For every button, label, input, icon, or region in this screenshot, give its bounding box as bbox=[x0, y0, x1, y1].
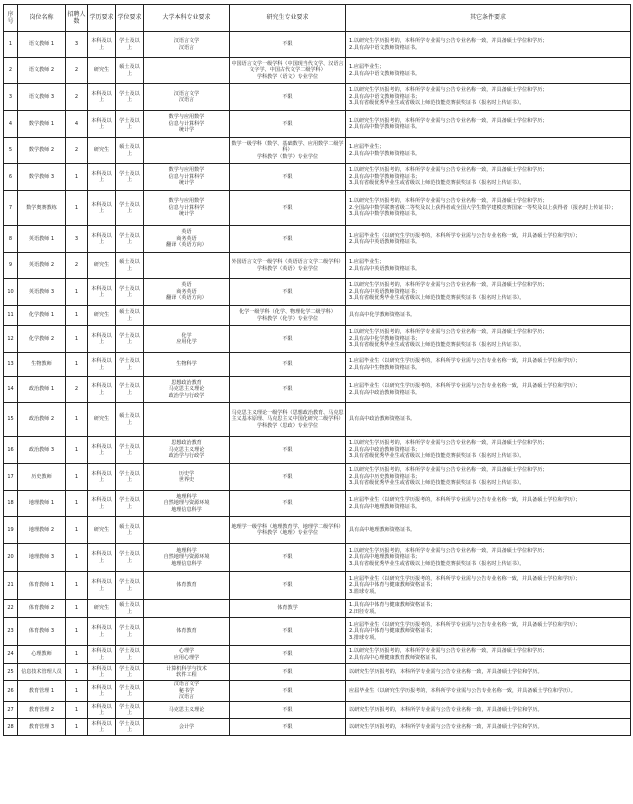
row-undergrad bbox=[144, 58, 230, 84]
header-undergrad: 大学本科专业要求 bbox=[144, 5, 230, 32]
row-other: 应届毕业生（以研究生学历报考的，本科所学专业需与公告专业名称一致，并具备硕士学位和学历）。 bbox=[346, 681, 631, 702]
row-other: 1.以研究生学历报考的，本科所学专业需与公告专业名称一致，并具备硕士学位和学历； 2.具有高中语文教师资格证书； 3.具有省级优秀毕业生或省级以上师范技能竞赛获奖证书（报名时上传证书）。 bbox=[346, 84, 631, 111]
row-postgrad: 不限 bbox=[230, 681, 346, 702]
row-seq: 9 bbox=[4, 253, 18, 279]
row-degree: 学士及以上 bbox=[116, 572, 144, 600]
row-post: 语文教师 3 bbox=[18, 84, 66, 111]
row-degree: 学士及以上 bbox=[116, 664, 144, 681]
row-num: 1 bbox=[66, 191, 88, 226]
row-seq: 27 bbox=[4, 702, 18, 719]
row-degree: 学士及以上 bbox=[116, 191, 144, 226]
row-seq: 14 bbox=[4, 377, 18, 403]
header-seq: 序号 bbox=[4, 5, 18, 32]
row-degree: 学士及以上 bbox=[116, 464, 144, 491]
table-row bbox=[4, 702, 631, 719]
row-degree: 学士及以上 bbox=[116, 618, 144, 646]
row-post: 体育教师 3 bbox=[18, 618, 66, 646]
row-seq: 6 bbox=[4, 164, 18, 191]
row-post: 政治教师 3 bbox=[18, 437, 66, 464]
row-other: 1.应届毕业生（以研究生学历报考的，本科所学专业需与公告专业名称一致，并具备硕士学位和学历）； 2.具有高中地理教师资格证书。 bbox=[346, 491, 631, 517]
row-postgrad: 地理学一级学科（地理教育学、地理学二级学科） 学科教学（地理）专业学位 bbox=[230, 517, 346, 544]
row-postgrad: 不限 bbox=[230, 491, 346, 517]
row-post: 语文教师 1 bbox=[18, 32, 66, 58]
row-degree: 硕士及以上 bbox=[116, 138, 144, 164]
row-degree: 学士及以上 bbox=[116, 377, 144, 403]
row-num: 1 bbox=[66, 719, 88, 736]
row-num: 1 bbox=[66, 618, 88, 646]
row-other: 1.应届毕业生（以研究生学历报考的，本科所学专业需与公告专业名称一致，并具备硕士学位和学历）； 2.具有高中体育与健康教师资格证书； 3.排球专项。 bbox=[346, 618, 631, 646]
row-seq: 3 bbox=[4, 84, 18, 111]
row-edu: 本科及以上 bbox=[88, 191, 116, 226]
row-degree: 学士及以上 bbox=[116, 719, 144, 736]
row-other: 具有高中政治教师资格证书。 bbox=[346, 403, 631, 437]
table-row bbox=[4, 279, 631, 306]
row-degree: 学士及以上 bbox=[116, 84, 144, 111]
row-other: 1.以研究生学历报考的，本科所学专业需与公告专业名称一致，并具备硕士学位和学历； 2.具有高中语文教师资格证书。 bbox=[346, 32, 631, 58]
table-row bbox=[4, 377, 631, 403]
row-edu: 研究生 bbox=[88, 58, 116, 84]
row-post: 信息技术管理人员 bbox=[18, 664, 66, 681]
row-num: 2 bbox=[66, 138, 88, 164]
row-num: 2 bbox=[66, 84, 88, 111]
row-undergrad bbox=[144, 306, 230, 326]
row-edu: 研究生 bbox=[88, 138, 116, 164]
row-seq: 7 bbox=[4, 191, 18, 226]
row-other: 1.应届毕业生； 2.具有高中英语教师资格证书。 bbox=[346, 253, 631, 279]
row-edu: 本科及以上 bbox=[88, 664, 116, 681]
row-degree: 硕士及以上 bbox=[116, 517, 144, 544]
row-postgrad: 不限 bbox=[230, 84, 346, 111]
row-seq: 23 bbox=[4, 618, 18, 646]
table-row bbox=[4, 618, 631, 646]
row-other: 具有高中地理教师资格证书。 bbox=[346, 517, 631, 544]
row-degree: 硕士及以上 bbox=[116, 58, 144, 84]
row-degree: 学士及以上 bbox=[116, 702, 144, 719]
row-edu: 本科及以上 bbox=[88, 544, 116, 572]
row-num: 1 bbox=[66, 353, 88, 377]
row-post: 生物教师 bbox=[18, 353, 66, 377]
table-row bbox=[4, 253, 631, 279]
row-degree: 学士及以上 bbox=[116, 491, 144, 517]
row-post: 心理教师 bbox=[18, 646, 66, 664]
header-post: 岗位名称 bbox=[18, 5, 66, 32]
row-seq: 11 bbox=[4, 306, 18, 326]
table-row bbox=[4, 138, 631, 164]
row-other: 以研究生学历报考的，本科所学专业需与公告专业名称一致，并具备硕士学位和学历。 bbox=[346, 664, 631, 681]
row-seq: 2 bbox=[4, 58, 18, 84]
row-edu: 研究生 bbox=[88, 517, 116, 544]
row-undergrad: 思想政治教育 马克思主义理论 政治学与行政学 bbox=[144, 377, 230, 403]
row-post: 化学教师 2 bbox=[18, 326, 66, 353]
table-row bbox=[4, 111, 631, 138]
row-undergrad: 数学与应用数学 信息与计算科学 统计学 bbox=[144, 164, 230, 191]
row-undergrad: 英语 商务英语 翻译（英语方向） bbox=[144, 279, 230, 306]
row-undergrad: 汉语言文学 汉语言 bbox=[144, 84, 230, 111]
row-other: 1.以研究生学历报考的，本科所学专业需与公告专业名称一致，并具备硕士学位和学历； 2.具有高中政治教师资格证书； 3.具有省级优秀毕业生或省级以上师范技能竞赛获奖证书（报名时上传证书）。 bbox=[346, 437, 631, 464]
row-num: 3 bbox=[66, 226, 88, 253]
row-degree: 学士及以上 bbox=[116, 681, 144, 702]
row-other: 1.应届毕业生； 2.具有高中数学教师资格证书。 bbox=[346, 138, 631, 164]
row-postgrad: 不限 bbox=[230, 437, 346, 464]
row-degree: 学士及以上 bbox=[116, 544, 144, 572]
row-num: 3 bbox=[66, 32, 88, 58]
row-num: 1 bbox=[66, 572, 88, 600]
header-num: 招聘人数 bbox=[66, 5, 88, 32]
table-row bbox=[4, 226, 631, 253]
row-num: 2 bbox=[66, 58, 88, 84]
row-postgrad: 不限 bbox=[230, 572, 346, 600]
row-post: 语文教师 2 bbox=[18, 58, 66, 84]
row-degree: 学士及以上 bbox=[116, 326, 144, 353]
row-postgrad: 外国语言文学一级学科（英语语言文学二级学科） 学科教学（英语）专业学位 bbox=[230, 253, 346, 279]
row-num: 1 bbox=[66, 437, 88, 464]
header-degree: 学位要求 bbox=[116, 5, 144, 32]
row-undergrad: 体育教育 bbox=[144, 618, 230, 646]
row-degree: 学士及以上 bbox=[116, 353, 144, 377]
row-edu: 本科及以上 bbox=[88, 702, 116, 719]
row-edu: 本科及以上 bbox=[88, 326, 116, 353]
row-undergrad: 化学 应用化学 bbox=[144, 326, 230, 353]
row-postgrad: 不限 bbox=[230, 353, 346, 377]
row-postgrad: 不限 bbox=[230, 646, 346, 664]
row-postgrad: 不限 bbox=[230, 702, 346, 719]
row-edu: 本科及以上 bbox=[88, 618, 116, 646]
table-row bbox=[4, 491, 631, 517]
table-body bbox=[4, 32, 631, 736]
row-other: 1.应届毕业生（以研究生学历报考的，本科所学专业需与公告专业名称一致，并具备硕士学位和学历）； 2.具有高中政治教师资格证书。 bbox=[346, 377, 631, 403]
row-post: 数学奥赛教练 bbox=[18, 191, 66, 226]
row-num: 1 bbox=[66, 326, 88, 353]
row-post: 体育教师 2 bbox=[18, 600, 66, 618]
row-undergrad: 地理科学 自然地理与资源环境 地理信息科学 bbox=[144, 491, 230, 517]
row-postgrad: 不限 bbox=[230, 719, 346, 736]
row-postgrad: 不限 bbox=[230, 191, 346, 226]
row-undergrad bbox=[144, 403, 230, 437]
row-undergrad: 数学与应用数学 信息与计算科学 统计学 bbox=[144, 191, 230, 226]
row-seq: 25 bbox=[4, 664, 18, 681]
table-row bbox=[4, 58, 631, 84]
row-other: 1.以研究生学历报考的，本科所学专业需与公告专业名称一致，并具备硕士学位和学历； 2.具有高中心理健康教育教师资格证书。 bbox=[346, 646, 631, 664]
row-postgrad: 不限 bbox=[230, 279, 346, 306]
row-seq: 8 bbox=[4, 226, 18, 253]
table-row bbox=[4, 664, 631, 681]
row-seq: 28 bbox=[4, 719, 18, 736]
row-num: 1 bbox=[66, 646, 88, 664]
row-num: 1 bbox=[66, 681, 88, 702]
row-other: 1.以研究生学历报考的，本科所学专业需与公告专业名称一致，并具备硕士学位和学历； 2.具有高中数学教师资格证书。 bbox=[346, 111, 631, 138]
table-row bbox=[4, 517, 631, 544]
row-edu: 本科及以上 bbox=[88, 377, 116, 403]
table-row bbox=[4, 326, 631, 353]
row-seq: 15 bbox=[4, 403, 18, 437]
row-undergrad: 汉语言文学 秘书学 汉语言 bbox=[144, 681, 230, 702]
row-post: 数学教师 2 bbox=[18, 138, 66, 164]
row-post: 历史教师 bbox=[18, 464, 66, 491]
header-postgrad: 研究生专业要求 bbox=[230, 5, 346, 32]
row-post: 地理教师 2 bbox=[18, 517, 66, 544]
row-other: 1.以研究生学历报考的，本科所学专业需与公告专业名称一致，并具备硕士学位和学历； 2.具有高中英语教师资格证书； 3.具有省级优秀毕业生或省级以上师范技能竞赛获奖证书（报名时上传证书）。 bbox=[346, 279, 631, 306]
row-degree: 学士及以上 bbox=[116, 646, 144, 664]
row-edu: 本科及以上 bbox=[88, 279, 116, 306]
row-degree: 硕士及以上 bbox=[116, 306, 144, 326]
row-num: 1 bbox=[66, 491, 88, 517]
table-row bbox=[4, 164, 631, 191]
row-undergrad: 生物科学 bbox=[144, 353, 230, 377]
row-undergrad: 数学与应用数学 信息与计算科学 统计学 bbox=[144, 111, 230, 138]
table-row bbox=[4, 544, 631, 572]
row-edu: 本科及以上 bbox=[88, 681, 116, 702]
row-postgrad: 数学一级学科（数学、基础数学、应用数学二级学科） 学科教学（数学）专业学位 bbox=[230, 138, 346, 164]
row-undergrad: 计算机科学与技术 软件工程 bbox=[144, 664, 230, 681]
row-other: 以研究生学历报考的，本科所学专业需与公告专业名称一致，并具备硕士学位和学历。 bbox=[346, 719, 631, 736]
table-row bbox=[4, 600, 631, 618]
row-degree: 学士及以上 bbox=[116, 279, 144, 306]
row-edu: 本科及以上 bbox=[88, 646, 116, 664]
row-undergrad: 地理科学 自然地理与资源环境 地理信息科学 bbox=[144, 544, 230, 572]
table-row bbox=[4, 191, 631, 226]
row-other: 1.以研究生学历报考的，本科所学专业需与公告专业名称一致，并具备硕士学位和学历； 2.具有高中化学教师资格证书； 3.具有省级优秀毕业生或省级以上师范技能竞赛获奖证书（报名时上传证书）。 bbox=[346, 326, 631, 353]
table-row bbox=[4, 464, 631, 491]
row-seq: 5 bbox=[4, 138, 18, 164]
header-other: 其它条件要求 bbox=[346, 5, 631, 32]
row-num: 1 bbox=[66, 279, 88, 306]
row-seq: 12 bbox=[4, 326, 18, 353]
row-edu: 本科及以上 bbox=[88, 164, 116, 191]
row-post: 教育管理 2 bbox=[18, 702, 66, 719]
row-post: 数学教师 1 bbox=[18, 111, 66, 138]
row-undergrad bbox=[144, 138, 230, 164]
header-edu: 学历要求 bbox=[88, 5, 116, 32]
row-other: 1.应届毕业生； 2.具有高中语文教师资格证书。 bbox=[346, 58, 631, 84]
row-other: 1.应届毕业生（以研究生学历报考的，本科所学专业需与公告专业名称一致，并具备硕士学位和学历）； 2.具有高中英语教师资格证书。 bbox=[346, 226, 631, 253]
row-edu: 本科及以上 bbox=[88, 464, 116, 491]
row-other: 1.应届毕业生（以研究生学历报考的，本科所学专业需与公告专业名称一致，并具备硕士学位和学历）； 2.具有高中生物教师资格证书。 bbox=[346, 353, 631, 377]
row-other: 1.应届毕业生（以研究生学历报考的，本科所学专业需与公告专业名称一致，并具备硕士学位和学历）； 2.具有高中体育与健康教师资格证书； 3.篮球专项。 bbox=[346, 572, 631, 600]
row-num: 1 bbox=[66, 600, 88, 618]
row-edu: 本科及以上 bbox=[88, 32, 116, 58]
row-seq: 19 bbox=[4, 517, 18, 544]
row-edu: 本科及以上 bbox=[88, 353, 116, 377]
row-edu: 本科及以上 bbox=[88, 719, 116, 736]
row-other: 1.以研究生学历报考的，本科所学专业需与公告专业名称一致，并具备硕士学位和学历； 2.具有高中数学教师资格证书； 3.具有省级优秀毕业生或省级以上师范技能竞赛获奖证书（报名时上传证书）。 bbox=[346, 164, 631, 191]
row-post: 政治教师 1 bbox=[18, 377, 66, 403]
table-row bbox=[4, 84, 631, 111]
row-edu: 本科及以上 bbox=[88, 226, 116, 253]
row-num: 4 bbox=[66, 111, 88, 138]
table-row bbox=[4, 681, 631, 702]
row-postgrad: 不限 bbox=[230, 326, 346, 353]
table-row bbox=[4, 719, 631, 736]
row-postgrad: 马克思主义理论一级学科（思想政治教育、马克思主义基本原理、马克思主义中国化研究二级学科） 学科教学（思政）专业学位 bbox=[230, 403, 346, 437]
row-undergrad: 英语 商务英语 翻译（英语方向） bbox=[144, 226, 230, 253]
row-postgrad: 不限 bbox=[230, 32, 346, 58]
row-degree: 学士及以上 bbox=[116, 164, 144, 191]
row-seq: 24 bbox=[4, 646, 18, 664]
row-seq: 20 bbox=[4, 544, 18, 572]
row-other: 1.以研究生学历报考的，本科所学专业需与公告专业名称一致，并具备硕士学位和学历； 2.全国高中数学联赛省级二等奖及以上获得者或全国大学生数学建模竞赛国家一等奖及以上获得者（报名时上传证书）； 3.具有高中数学教师资格证书。 bbox=[346, 191, 631, 226]
row-num: 1 bbox=[66, 664, 88, 681]
row-postgrad: 不限 bbox=[230, 618, 346, 646]
row-undergrad: 心理学 应用心理学 bbox=[144, 646, 230, 664]
row-post: 化学教师 1 bbox=[18, 306, 66, 326]
row-edu: 研究生 bbox=[88, 403, 116, 437]
table-row bbox=[4, 32, 631, 58]
row-undergrad bbox=[144, 517, 230, 544]
row-post: 教育管理 3 bbox=[18, 719, 66, 736]
row-postgrad: 不限 bbox=[230, 164, 346, 191]
row-seq: 10 bbox=[4, 279, 18, 306]
row-seq: 26 bbox=[4, 681, 18, 702]
row-degree: 学士及以上 bbox=[116, 226, 144, 253]
row-degree: 硕士及以上 bbox=[116, 253, 144, 279]
row-edu: 研究生 bbox=[88, 600, 116, 618]
row-postgrad: 不限 bbox=[230, 377, 346, 403]
row-other: 1.以研究生学历报考的，本科所学专业需与公告专业名称一致，并具备硕士学位和学历； 2.具有高中历史教师资格证书； 3.具有省级优秀毕业生或省级以上师范技能竞赛获奖证书（报名时上传证书）。 bbox=[346, 464, 631, 491]
row-seq: 21 bbox=[4, 572, 18, 600]
table-row bbox=[4, 646, 631, 664]
row-edu: 本科及以上 bbox=[88, 84, 116, 111]
row-num: 1 bbox=[66, 403, 88, 437]
row-edu: 研究生 bbox=[88, 306, 116, 326]
row-degree: 学士及以上 bbox=[116, 437, 144, 464]
row-post: 英语教师 3 bbox=[18, 279, 66, 306]
row-undergrad: 会计学 bbox=[144, 719, 230, 736]
row-num: 1 bbox=[66, 464, 88, 491]
row-postgrad: 不限 bbox=[230, 544, 346, 572]
row-post: 数学教师 3 bbox=[18, 164, 66, 191]
row-post: 政治教师 2 bbox=[18, 403, 66, 437]
header-row bbox=[4, 5, 631, 32]
row-post: 体育教师 1 bbox=[18, 572, 66, 600]
table-row bbox=[4, 403, 631, 437]
row-num: 1 bbox=[66, 164, 88, 191]
row-postgrad: 化学一级学科（化学、物理化学二级学科） 学科教学（化学）专业学位 bbox=[230, 306, 346, 326]
row-post: 英语教师 2 bbox=[18, 253, 66, 279]
row-edu: 本科及以上 bbox=[88, 572, 116, 600]
row-num: 2 bbox=[66, 377, 88, 403]
row-undergrad: 马克思主义理论 bbox=[144, 702, 230, 719]
row-degree: 学士及以上 bbox=[116, 32, 144, 58]
row-undergrad bbox=[144, 253, 230, 279]
row-post: 地理教师 3 bbox=[18, 544, 66, 572]
row-post: 英语教师 1 bbox=[18, 226, 66, 253]
row-edu: 本科及以上 bbox=[88, 437, 116, 464]
row-undergrad: 历史学 世界史 bbox=[144, 464, 230, 491]
row-seq: 16 bbox=[4, 437, 18, 464]
row-undergrad: 体育教育 bbox=[144, 572, 230, 600]
table-row bbox=[4, 572, 631, 600]
row-seq: 1 bbox=[4, 32, 18, 58]
table-row bbox=[4, 437, 631, 464]
row-degree: 硕士及以上 bbox=[116, 600, 144, 618]
row-seq: 4 bbox=[4, 111, 18, 138]
row-undergrad: 思想政治教育 马克思主义理论 政治学与行政学 bbox=[144, 437, 230, 464]
row-other: 具有高中化学教师资格证书。 bbox=[346, 306, 631, 326]
recruitment-table bbox=[3, 4, 631, 736]
row-other: 以研究生学历报考的，本科所学专业需与公告专业名称一致，并具备硕士学位和学历。 bbox=[346, 702, 631, 719]
row-other: 1.具有高中体育与健康教师资格证书； 2.田径专项。 bbox=[346, 600, 631, 618]
row-undergrad: 汉语言文学 汉语言 bbox=[144, 32, 230, 58]
row-post: 教育管理 1 bbox=[18, 681, 66, 702]
row-num: 2 bbox=[66, 253, 88, 279]
row-other: 1.以研究生学历报考的，本科所学专业需与公告专业名称一致，并具备硕士学位和学历； 2.具有高中地理教师资格证书； 3.具有省级优秀毕业生或省级以上师范技能竞赛获奖证书（报名时上传证书）。 bbox=[346, 544, 631, 572]
row-postgrad: 不限 bbox=[230, 226, 346, 253]
table-row bbox=[4, 306, 631, 326]
row-degree: 学士及以上 bbox=[116, 111, 144, 138]
row-post: 地理教师 1 bbox=[18, 491, 66, 517]
row-postgrad: 不限 bbox=[230, 464, 346, 491]
row-num: 1 bbox=[66, 544, 88, 572]
row-postgrad: 不限 bbox=[230, 111, 346, 138]
row-edu: 本科及以上 bbox=[88, 491, 116, 517]
row-postgrad: 体育教学 bbox=[230, 600, 346, 618]
row-num: 1 bbox=[66, 306, 88, 326]
row-seq: 22 bbox=[4, 600, 18, 618]
row-degree: 硕士及以上 bbox=[116, 403, 144, 437]
row-seq: 13 bbox=[4, 353, 18, 377]
row-num: 1 bbox=[66, 517, 88, 544]
table-row bbox=[4, 353, 631, 377]
row-seq: 17 bbox=[4, 464, 18, 491]
row-undergrad bbox=[144, 600, 230, 618]
row-seq: 18 bbox=[4, 491, 18, 517]
row-postgrad: 不限 bbox=[230, 664, 346, 681]
row-num: 1 bbox=[66, 702, 88, 719]
row-edu: 本科及以上 bbox=[88, 111, 116, 138]
row-edu: 研究生 bbox=[88, 253, 116, 279]
row-postgrad: 中国语言文学一级学科（中国现当代文学、汉语言文字学、中国古代文学二级学科） 学科教学（语文）专业学位 bbox=[230, 58, 346, 84]
